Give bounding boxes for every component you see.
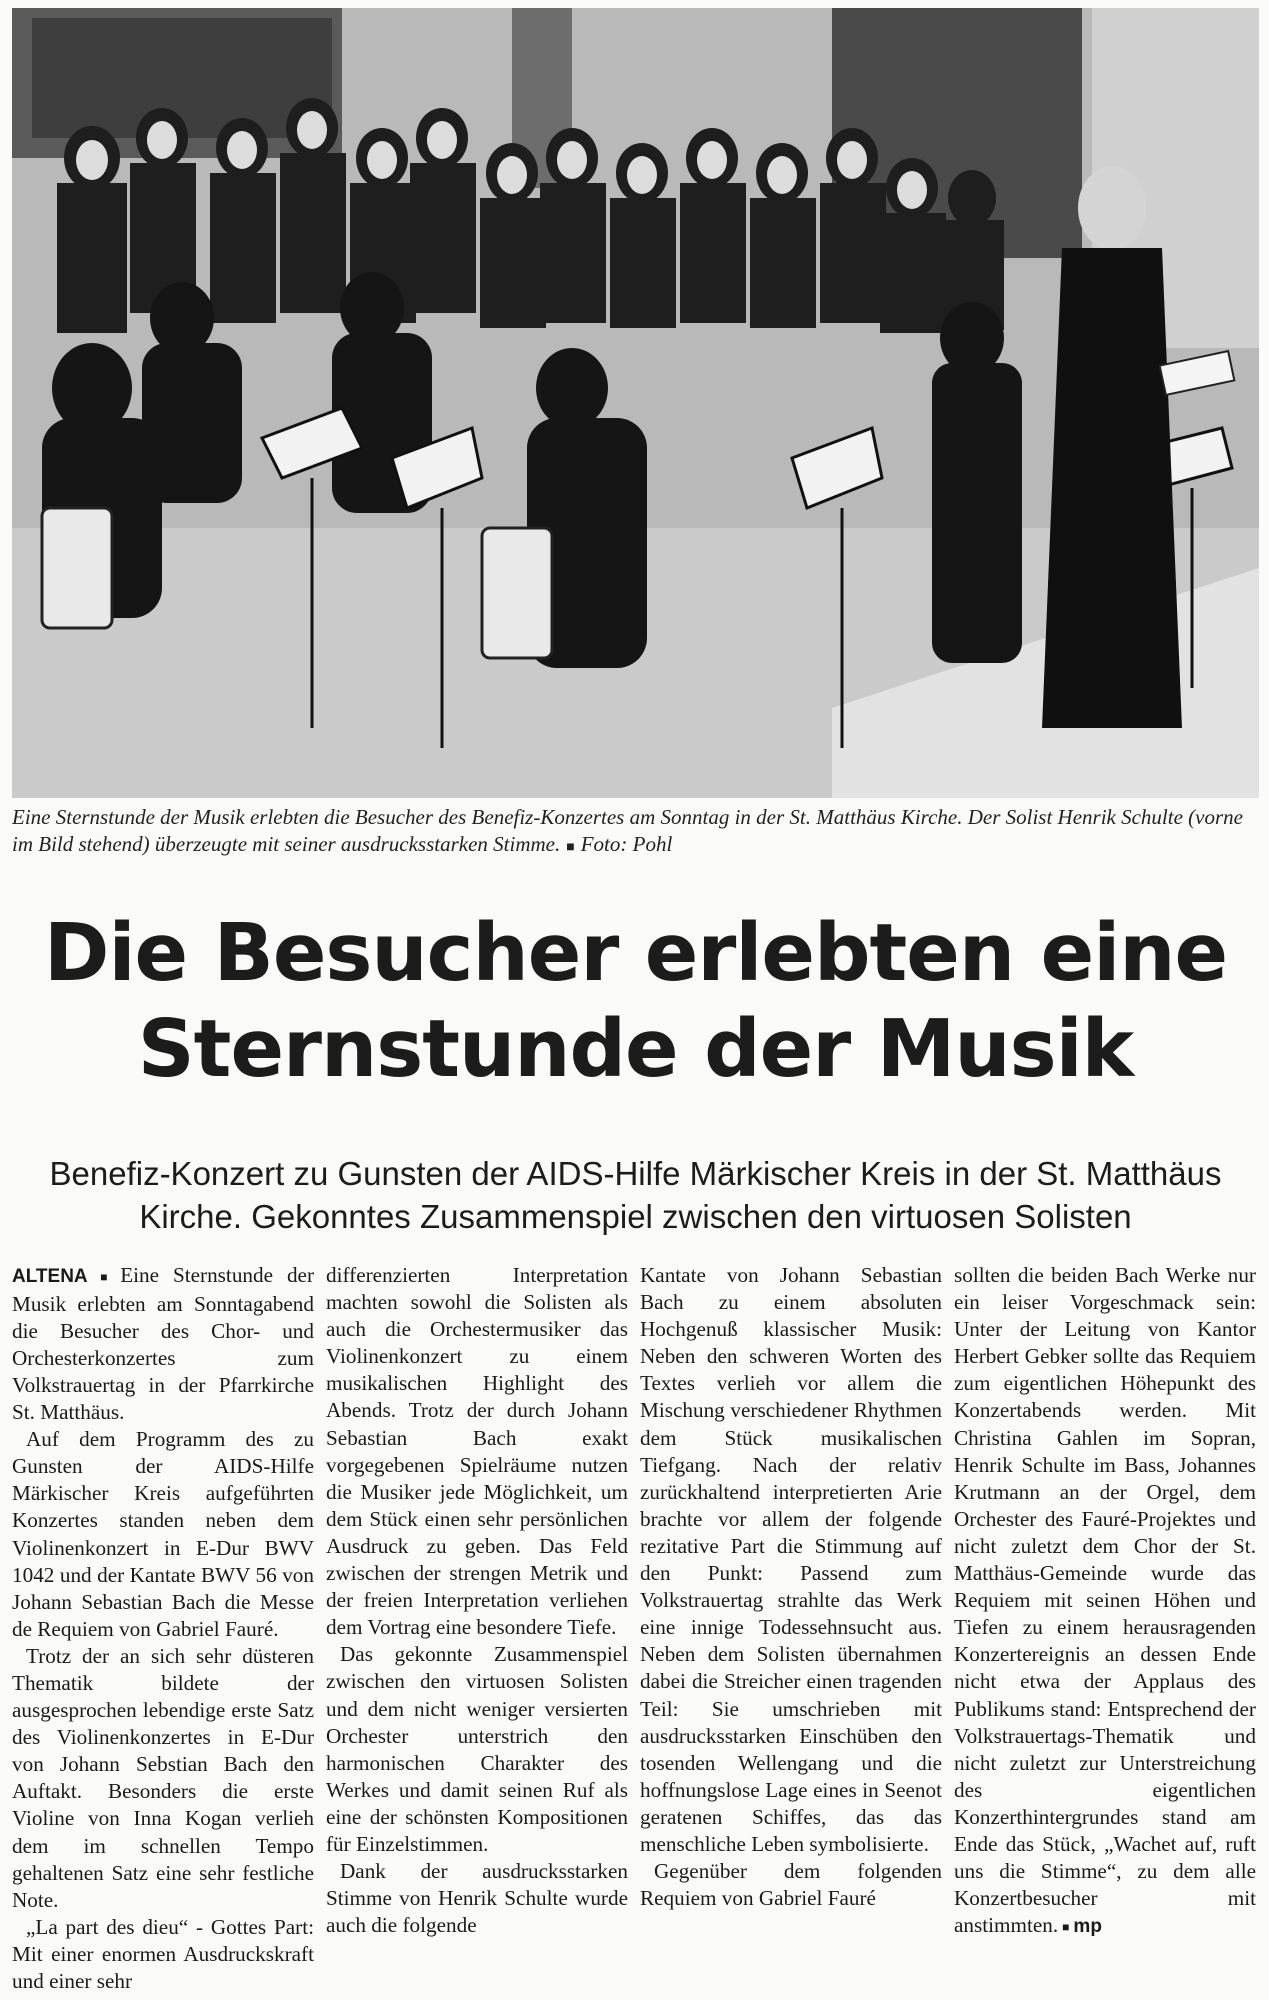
dateline-bullet: ■ [91, 1269, 117, 1284]
caption-bullet: ■ [566, 840, 575, 855]
author-bullet: ■ [1062, 1919, 1070, 1934]
article-column-4 [954, 1262, 1256, 1995]
article-paragraph: Das gekonnte Zusammenspiel zwischen den virtuosen Solisten und dem nicht weniger versierten Orchester unterstrich den harmonischen Charakter des Werkes und damit seinen Ruf als eine der schönsten Kompositionen für Einzelstimmen. [326, 1642, 628, 1856]
article-column-1 [12, 1262, 314, 1995]
article-paragraph: Gegenüber dem folgenden Requiem von Gabriel Fauré [640, 1859, 942, 1911]
article-paragraph: Auf dem Programm des zu Gunsten der AIDS-Hilfe Märkischer Kreis aufgeführten Konzertes standen neben dem Violinenkonzert in E-Dur BWV 1042 und der Kantate BWV 56 von Johann Sebastian Bach die Messe de Requiem von Gabriel Fauré. [12, 1427, 314, 1641]
dateline: ALTENA [12, 1266, 88, 1287]
subheadline-line-2: Kirche. Gekonntes Zusammenspiel zwischen den virtuosen Solisten [139, 1198, 1132, 1235]
concert-photo-illustration [12, 8, 1259, 798]
headline [12, 905, 1259, 1097]
caption-text: Eine Sternstunde der Musik erlebten die Besucher des Benefiz-Konzertes am Sonntag in der St. Matthäus Kirche. Der Solist Henrik Schulte (vorne im Bild stehend) überzeugte mit seiner ausdrucksstarken Stimme. [12, 805, 1243, 856]
article-body [12, 1262, 1259, 1994]
article-paragraph: differenzierten Interpretation machten sowohl die Solisten als auch die Orchestermusiker das Violinenkonzert zu einem musikalischen Highlight des Abends. Trotz der durch Johann Sebastian Bach exakt vorgegebenen Spielräume nutzen die Musiker jede Möglichkeit, um dem Stück einen sehr persönlichen Ausdruck zu geben. Das Feld zwischen der strengen Metrik und der freien Interpretation verliehen dem Vortrag eine besondere Tiefe. [326, 1263, 628, 1640]
subheadline-line-1: Benefiz-Konzert zu Gunsten der AIDS-Hilfe Märkischer Kreis in der St. Matthäus [49, 1155, 1222, 1192]
paragraph-text: sollten die beiden Bach Werke nur ein leiser Vorgeschmack sein: Unter der Leitung von Kantor Herbert Gebker sollte das Requiem zum eigentlichen Höhepunkt des Konzertabends werden. Mit Christina Gahlen im Sopran, Henrik Schulte im Bass, Johannes Krutmann an der Orgel, dem Orchester des Fauré-Projektes und nicht zuletzt dem Chor der St. Matthäus-Gemeinde wurde das Requiem mit seinen Höhen und Tiefen zu einem herausragenden Konzertereignis an dessen Ende nicht etwa der Applaus des Publikums stand: Entsprechend der Volkstrauertags-Thematik und nicht zuletzt zur Unterstreichung des eigentlichen Konzerthintergrundes stand am Ende das Stück, „Wachet auf, ruft uns die Stimme“, zu dem alle Konzertbesucher mit anstimmten. [954, 1263, 1256, 1938]
headline-line-1: Die Besucher erlebten eine [43, 907, 1228, 999]
paragraph-text: Eine Sternstunde der Musik erlebten am Sonntagabend die Besucher des Chor- und Orchesterkonzertes zum Volkstrauertag in der Pfarrkirche St. Matthäus. [12, 1263, 314, 1425]
article-paragraph: „La part des dieu“ - Gottes Part: Mit einer enormen Ausdruckskraft und einer sehr [12, 1914, 314, 1994]
article-column-3 [640, 1262, 942, 1995]
article-paragraph: Dank der ausdrucksstarken Stimme von Henrik Schulte wurde auch die folgende [326, 1859, 628, 1938]
photo-caption [12, 804, 1259, 861]
article-paragraph: Trotz der an sich sehr düsteren Thematik bildete der ausgesprochen lebendige erste Satz des Violinenkonzertes in E-Dur von Johann Sebstian Bach den Auftakt. Besonders die erste Violine von Inna Kogan verlieh dem im schnellen Tempo gehaltenen Satz eine sehr festliche Note. [12, 1643, 314, 1912]
caption-credit: Foto: Pohl [580, 832, 673, 856]
article-paragraph [954, 1262, 1256, 1941]
headline-line-2: Sternstunde der Musik [137, 1003, 1134, 1095]
article-paragraph: Kantate von Johann Sebastian Bach zu einem absoluten Hochgenuß klassischer Musik: Neben den schweren Worten des Textes verlieh vor allem die Mischung verschiedener Rhythmen dem Stück musikalischen Tiefgang. Nach der relativ zurückhaltend interpretierten Arie brachte vor allem der folgende rezitative Part die Stimmung auf den Punkt: Passend zum Volkstrauertag strahlte das Werk eine innige Todessehnsucht aus. Neben dem Solisten übernahmen dabei die Streicher einen tragenden Teil: Sie umschrieben mit ausdrucksstarken Einschüben den tosenden Wellengang und die hoffnungslose Lage eines in Seenot geratenen Schiffes, das das menschliche Leben symbolisierte. [640, 1263, 942, 1856]
subheadline [12, 1152, 1259, 1238]
article-paragraph [12, 1262, 314, 1426]
article-column-2 [326, 1262, 628, 1995]
author-initials: mp [1073, 1916, 1102, 1938]
concert-photo [12, 8, 1259, 798]
